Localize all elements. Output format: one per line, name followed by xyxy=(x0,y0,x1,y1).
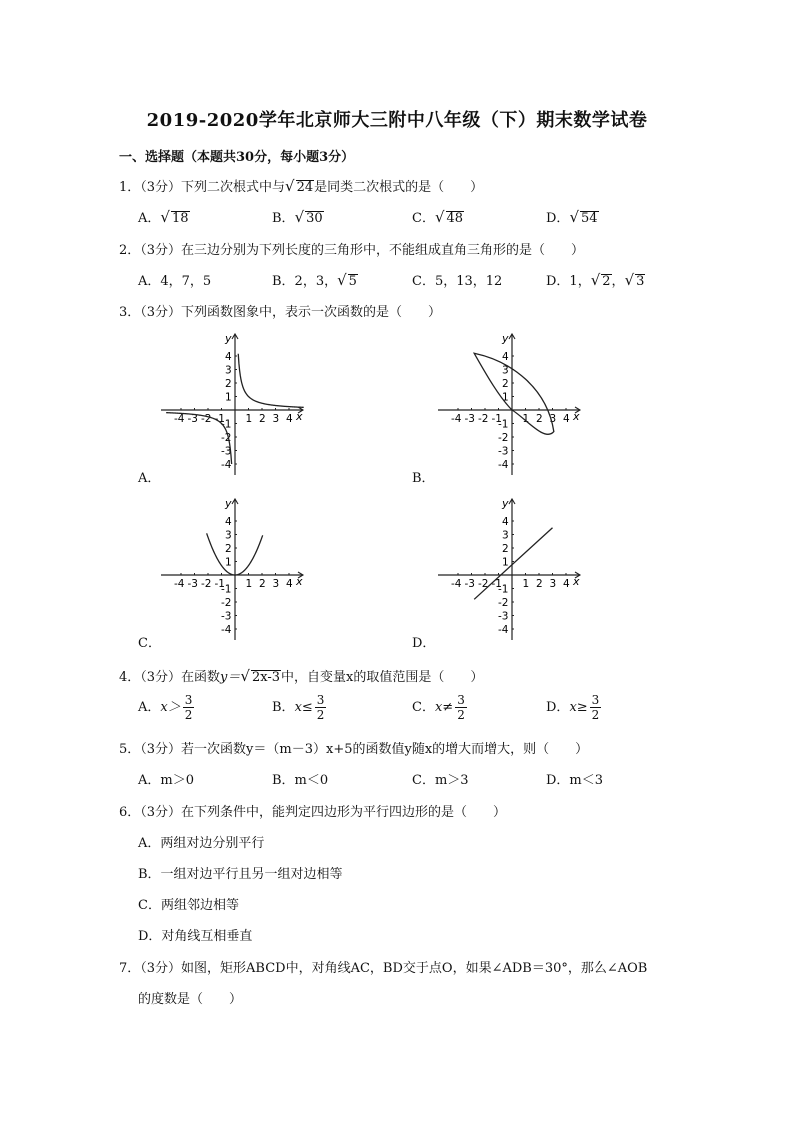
question-3-stem: 3．（3分）下列函数图象中，表示一次函数的是（ ） xyxy=(119,305,442,320)
hyperbola-branch xyxy=(238,354,303,408)
x-tick-label: 3 xyxy=(549,413,557,425)
y-tick-label: 2 xyxy=(225,543,232,555)
y-tick-label: 4 xyxy=(502,351,509,363)
y-tick-label: 3 xyxy=(225,364,232,377)
x-tick-label: 2 xyxy=(536,578,543,590)
question-4-stem: 4．（3分）在函数y＝√ 2x-3中，自变量x的取值范围是（ ） xyxy=(119,667,484,685)
graph-d xyxy=(432,495,582,643)
x-tick-label: 3 xyxy=(272,413,280,425)
x-tick-label: 1 xyxy=(522,413,530,425)
option-letter: B． xyxy=(272,700,295,715)
x-tick-label: -4 xyxy=(174,578,185,590)
q1-stem-prefix: 1．（3分）下列二次根式中与 xyxy=(119,180,286,195)
x-tick-label: 3 xyxy=(549,578,557,590)
option-text: B．2，3， xyxy=(272,274,338,289)
question-7-line-2: 的度数是（ ） xyxy=(138,992,243,1007)
y-tick-label: -2 xyxy=(221,432,232,444)
option-letter: B． xyxy=(272,211,295,226)
x-tick-label: -3 xyxy=(187,578,198,590)
question-1-stem: 1．（3分）下列二次根式中与√ 24是同类二次根式的是（ ） xyxy=(119,177,484,195)
graph-a-label[interactable]: A． xyxy=(138,471,161,486)
question-2-stem: 2．（3分）在三边分别为下列长度的三角形中，不能组成直角三角形的是（ ） xyxy=(119,243,585,258)
question-5-stem: 5．（3分）若一次函数y＝（m－3）x+5的函数值y随x的增大而增大，则（ ） xyxy=(119,742,589,757)
q6-option-b[interactable]: B．一组对边平行且另一组对边相等 xyxy=(138,867,343,882)
x-tick-label: 4 xyxy=(563,413,570,425)
y-tick-label: 1 xyxy=(225,391,232,404)
x-tick-label: -1 xyxy=(491,578,502,590)
option-letter: A． xyxy=(138,700,161,715)
option-relation: x≠ xyxy=(434,700,454,715)
y-axis-label: y xyxy=(502,332,509,345)
q2-option-d[interactable]: D．1，√ 2，√ 3 xyxy=(546,271,645,289)
y-tick-label: 2 xyxy=(225,378,232,390)
graph-a xyxy=(155,330,305,478)
x-tick-label: -3 xyxy=(187,413,198,425)
y-tick-label: -4 xyxy=(498,624,509,636)
y-tick-label: 4 xyxy=(502,516,509,528)
x-tick-label: -3 xyxy=(464,578,475,590)
x-tick-label: -1 xyxy=(214,578,225,590)
option-letter: C． xyxy=(412,700,435,715)
y-tick-label: -1 xyxy=(498,583,509,596)
fraction-denominator: 2 xyxy=(184,708,193,722)
fraction-numerator: 3 xyxy=(591,693,600,707)
q2-option-c[interactable]: C．5，13，12 xyxy=(412,274,503,289)
option-letter: C． xyxy=(412,211,435,226)
y-tick-label: -2 xyxy=(498,597,509,609)
fraction-numerator: 3 xyxy=(457,693,465,707)
x-tick-label: 2 xyxy=(259,413,266,425)
option-separator: ， xyxy=(611,274,625,289)
x-tick-label: -1 xyxy=(214,413,225,425)
y-tick-label: 3 xyxy=(502,529,509,542)
y-tick-label: -1 xyxy=(498,418,509,431)
y-tick-label: -1 xyxy=(221,583,232,596)
q2-option-a[interactable]: A．4，7，5 xyxy=(138,274,212,289)
question-6-stem: 6．（3分）在下列条件中，能判定四边形为平行四边形的是（ ） xyxy=(119,805,507,820)
q4-option-b[interactable] xyxy=(272,693,326,722)
x-tick-label: -2 xyxy=(201,578,212,590)
x-tick-label: 1 xyxy=(245,413,253,425)
y-tick-label: -2 xyxy=(221,597,232,609)
y-tick-label: -4 xyxy=(221,459,232,471)
x-tick-label: 4 xyxy=(563,578,570,590)
option-letter: D． xyxy=(546,211,570,226)
option-fraction xyxy=(183,693,195,722)
y-tick-label: -3 xyxy=(498,610,509,623)
option-radicand: 18 xyxy=(171,211,189,226)
y-tick-label: 1 xyxy=(502,391,509,404)
q1-option-d[interactable]: D．√ 54 xyxy=(546,208,598,226)
q4-stem-prefix: 4．（3分）在函数 xyxy=(119,670,221,685)
fraction-denominator: 2 xyxy=(591,708,600,722)
y-tick-label: -3 xyxy=(221,610,232,623)
option-letter: A． xyxy=(138,211,161,226)
y-tick-label: -2 xyxy=(498,432,509,444)
x-tick-label: 1 xyxy=(522,578,530,590)
q1-stem-suffix: 是同类二次根式的是（ ） xyxy=(314,180,484,195)
x-tick-label: 1 xyxy=(245,578,253,590)
option-radicand: 5 xyxy=(348,274,357,289)
x-tick-label: -2 xyxy=(478,413,489,425)
graph-c-label[interactable]: C． xyxy=(138,636,161,651)
y-tick-label: -1 xyxy=(221,418,232,431)
x-tick-label: -2 xyxy=(201,413,212,425)
q6-option-c[interactable]: C．两组邻边相等 xyxy=(138,898,239,913)
q5-option-a[interactable]: A．m＞0 xyxy=(138,773,194,788)
option-letter: D． xyxy=(546,700,570,715)
x-tick-label: 2 xyxy=(259,578,266,590)
graph-c xyxy=(155,495,305,643)
question-7-line-1: 7．（3分）如图，矩形ABCD中，对角线AC，BD交于点O，如果∠ADB＝30°，那么∠AOB xyxy=(119,961,648,976)
x-tick-label: 4 xyxy=(286,578,293,590)
x-axis-label: x xyxy=(296,410,303,423)
y-tick-label: -4 xyxy=(498,459,509,471)
option-radicand: 30 xyxy=(306,211,323,226)
y-tick-label: -3 xyxy=(498,445,509,458)
q1-option-a[interactable]: A．√ 18 xyxy=(138,208,189,226)
option-radicand: 2 xyxy=(602,274,611,289)
fraction-denominator: 2 xyxy=(316,708,325,722)
x-tick-label: -2 xyxy=(478,578,489,590)
x-tick-label: 3 xyxy=(272,578,280,590)
y-tick-label: -4 xyxy=(221,624,232,636)
q4-stem-function: y＝ xyxy=(220,670,241,685)
option-radicand: 54 xyxy=(581,211,598,226)
option-radicand: 48 xyxy=(446,211,464,226)
y-tick-label: 2 xyxy=(502,378,509,390)
x-tick-label: -1 xyxy=(491,413,502,425)
q6-option-a[interactable]: A．两组对边分别平行 xyxy=(138,836,265,851)
q2-option-b[interactable]: B．2，3，√ 5 xyxy=(272,271,357,289)
graph-b xyxy=(432,330,582,478)
q1-option-b[interactable]: B．√ 30 xyxy=(272,208,323,226)
fraction-numerator: 3 xyxy=(316,693,325,707)
graph-b-label[interactable]: B． xyxy=(412,471,435,486)
y-tick-label: 1 xyxy=(502,556,509,569)
x-axis-label: x xyxy=(573,575,580,588)
q4-option-d[interactable] xyxy=(546,693,601,722)
y-tick-label: 2 xyxy=(502,543,509,555)
x-tick-label: -4 xyxy=(451,413,462,425)
q5-option-b[interactable]: B．m＜0 xyxy=(272,773,329,788)
option-fraction xyxy=(590,693,602,722)
y-tick-label: -3 xyxy=(221,445,232,458)
q5-option-c[interactable]: C．m＞3 xyxy=(412,773,469,788)
x-tick-label: -4 xyxy=(174,413,185,425)
y-tick-label: 3 xyxy=(225,529,232,542)
y-axis-label: y xyxy=(225,497,232,510)
y-axis-label: y xyxy=(225,332,232,345)
x-tick-label: 2 xyxy=(536,413,543,425)
graph-d-label[interactable]: D． xyxy=(412,636,436,651)
q1-option-c[interactable]: C．√ 48 xyxy=(412,208,464,226)
fraction-denominator: 2 xyxy=(457,708,465,722)
option-relation: x≤ xyxy=(294,700,313,715)
fraction-numerator: 3 xyxy=(184,693,193,707)
y-tick-label: 3 xyxy=(502,364,509,377)
y-tick-label: 4 xyxy=(225,516,232,528)
q4-option-c[interactable] xyxy=(412,693,467,722)
y-tick-label: 4 xyxy=(225,351,232,363)
x-tick-label: 4 xyxy=(286,413,293,425)
q1-stem-radicand: 24 xyxy=(296,180,314,195)
x-axis-label: x xyxy=(296,575,303,588)
option-relation: x≥ xyxy=(569,700,588,715)
x-tick-label: -3 xyxy=(464,413,475,425)
option-text: D．1， xyxy=(546,274,591,289)
option-fraction xyxy=(455,693,467,722)
x-axis-label: x xyxy=(573,410,580,423)
y-tick-label: 1 xyxy=(225,556,232,569)
y-axis-label: y xyxy=(502,497,509,510)
q5-option-d[interactable]: D．m＜3 xyxy=(546,773,604,788)
option-fraction xyxy=(315,693,327,722)
q4-option-a[interactable] xyxy=(138,693,194,722)
page-title: 2019-2020学年北京师大三附中八年级（下）期末数学试卷 xyxy=(146,110,648,131)
x-tick-label: -4 xyxy=(451,578,462,590)
q6-option-d[interactable]: D．对角线互相垂直 xyxy=(138,929,253,944)
option-radicand: 3 xyxy=(636,274,645,289)
section-heading: 一、选择题（本题共30分，每小题3分） xyxy=(119,150,355,165)
q4-stem-suffix: 中，自变量x的取值范围是（ ） xyxy=(281,670,484,685)
q4-stem-radicand: 2x-3 xyxy=(251,670,281,685)
option-relation: x＞ xyxy=(160,700,181,715)
